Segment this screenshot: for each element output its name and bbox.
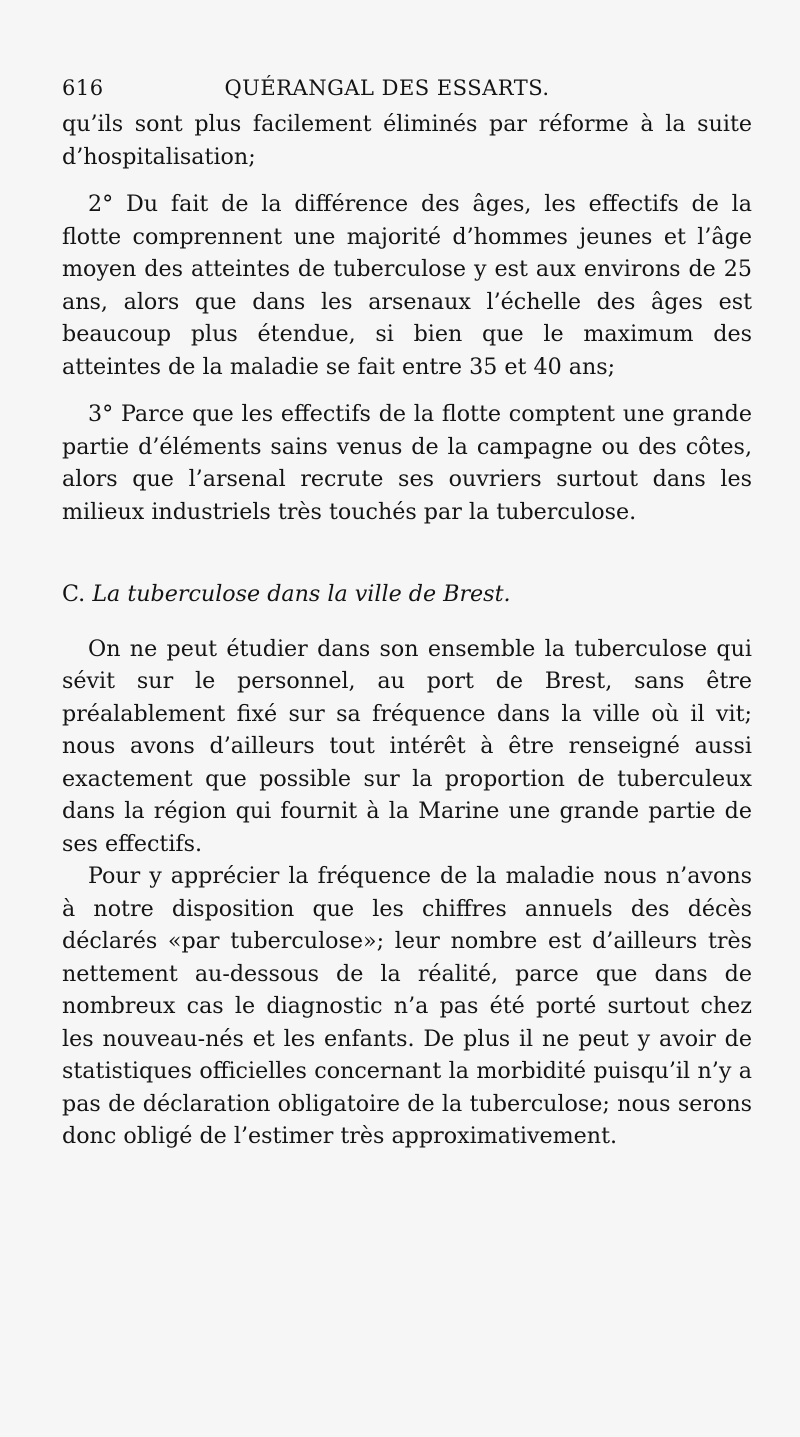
section-letter: C. bbox=[62, 581, 86, 607]
running-title: QUÉRANGAL DES ESSARTS. bbox=[224, 76, 550, 100]
body-text bbox=[62, 108, 752, 1153]
paragraph-point-3: 3° Parce que les effectifs de la flotte comptent une grande partie d’éléments sains venus de la campagne ou des côtes, alors que l’arsenal recrute ses ouvriers surtout dans les milieux industriels très touchés par la tuberculose. bbox=[62, 401, 752, 525]
section-title: La tuberculose dans la ville de Brest. bbox=[92, 581, 511, 607]
page-number: 616 bbox=[62, 76, 104, 100]
section-heading bbox=[62, 578, 752, 611]
paragraph-brest-intro: On ne peut étudier dans son ensemble la tuberculose qui sévit sur le personnel, au port de Brest, sans être préalablement fixé sur sa fréquence dans la ville où il vit; nous avons d’ailleurs tout intérêt à être renseigné aussi exactement que possible sur la proportion de tuberculeux dans la région qui fournit à la Marine une grande partie de ses effectifs. bbox=[62, 635, 752, 857]
paragraph-brest-frequency: Pour y apprécier la fréquence de la maladie nous n’avons à notre disposition que les chiffres annuels des décès déclarés «par tuberculose»; leur nombre est d’ailleurs très nettement au-dessous de la réalité, parce que dans de nombreux cas le diagnostic n’a pas été porté surtout chez les nouveau-nés et les enfants. De plus il ne peut y avoir de statistiques officielles concernant la morbidité puisqu’il n’y a pas de déclaration obligatoire de la tuberculose; nous serons donc obligé de l’estimer très approximativement. bbox=[62, 863, 752, 1149]
running-header bbox=[62, 76, 752, 100]
paragraph-point-2: 2° Du fait de la différence des âges, les effectifs de la flotte comprennent une majorité d’hommes jeunes et l’âge moyen des atteintes de tuberculose y est aux environs de 25 ans, alors que dans les arsenaux l’échelle des âges est beaucoup plus étendue, si bien que le maximum des atteintes de la maladie se fait entre 35 et 40 ans; bbox=[62, 191, 752, 380]
paragraph-continuation: qu’ils sont plus facilement éliminés par réforme à la suite d’hospitalisation; bbox=[62, 111, 752, 170]
